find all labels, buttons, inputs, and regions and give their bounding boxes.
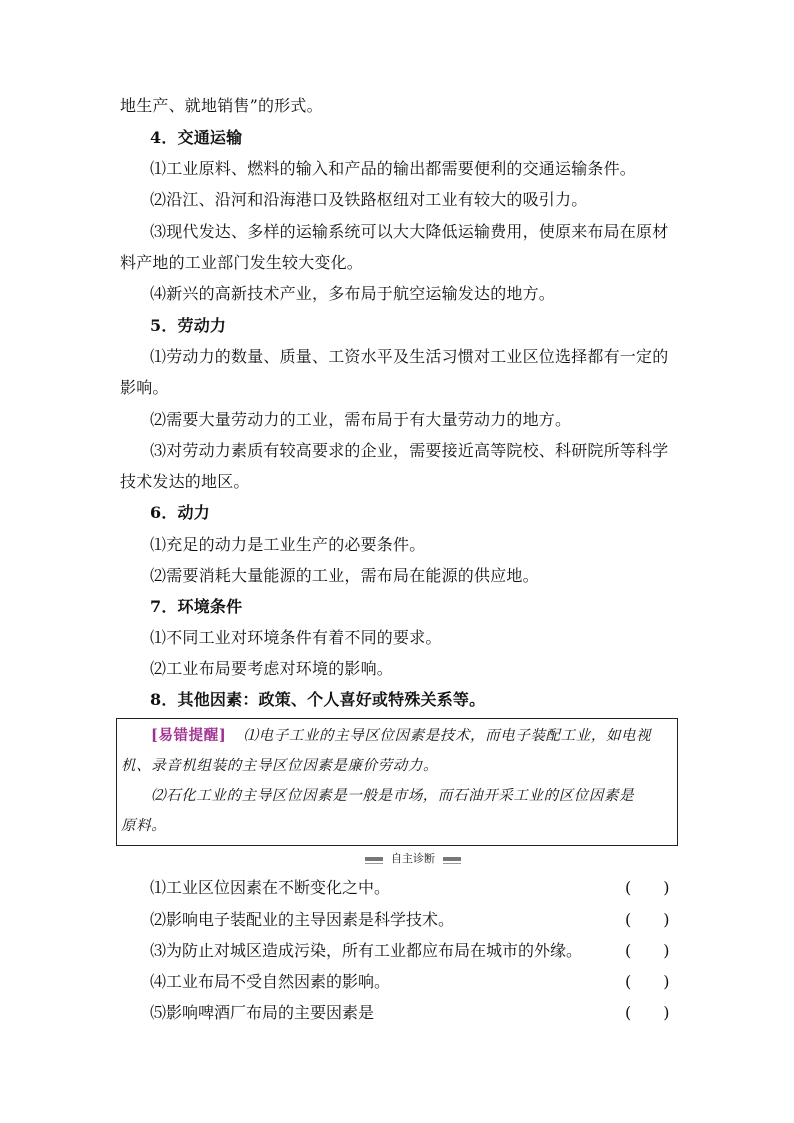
paragraph: ⑶现代发达、多样的运输系统可以大大降低运输费用，使原来布局在原材 (150, 222, 669, 241)
answer-blank[interactable]: ( ) (625, 972, 670, 991)
diagnosis-item: ⑶为防止对城区造成污染，所有工业都应布局在城市的外缘。 (150, 941, 583, 960)
error-tip-box (116, 718, 678, 846)
paragraph: ⑵沿江、沿河和沿海港口及铁路枢纽对工业有较大的吸引力。 (150, 190, 588, 209)
paragraph: ⑴劳动力的数量、质量、工资水平及生活习惯对工业区位选择都有一定的 (150, 347, 669, 366)
answer-blank[interactable]: ( ) (625, 910, 670, 929)
paragraph: ⑵工业布局要考虑对环境的影响。 (150, 659, 394, 678)
section-heading-other: 8．其他因素：政策、个人喜好或特殊关系等。 (150, 690, 486, 709)
self-diagnosis-banner (365, 851, 461, 867)
diagnosis-item: ⑵影响电子装配业的主导因素是科学技术。 (150, 910, 455, 929)
tip-line: 机、录音机组装的主导区位因素是廉价劳动力。 (121, 758, 439, 774)
diagnosis-item: ⑸影响啤酒厂布局的主要因素是 (150, 1003, 375, 1022)
paragraph-continuation: 技术发达的地区。 (120, 472, 250, 491)
section-heading-labor: 5．劳动力 (150, 316, 227, 335)
tip-text: ⑴电子工业的主导区位因素是技术，而电子装配工业，如电视 (243, 728, 652, 744)
paragraph: ⑶对劳动力素质有较高要求的企业，需要接近高等院校、科研院所等科学 (150, 441, 669, 460)
paragraph: ⑷新兴的高新技术产业，多布局于航空运输发达的地方。 (150, 284, 556, 303)
section-heading-transport: 4．交通运输 (150, 128, 243, 147)
answer-blank[interactable]: ( ) (625, 941, 670, 960)
section-heading-power: 6．动力 (150, 503, 210, 522)
answer-blank[interactable]: ( ) (625, 1003, 670, 1022)
paragraph: ⑴充足的动力是工业生产的必要条件。 (150, 535, 426, 554)
diagnosis-item: ⑴工业区位因素在不断变化之中。 (150, 878, 391, 897)
paragraph: ⑴不同工业对环境条件有着不同的要求。 (150, 628, 442, 647)
continuation-text: 地生产、就地销售”的形式。 (120, 96, 323, 115)
section-heading-environment: 7．环境条件 (150, 597, 243, 616)
paragraph: ⑵需要大量劳动力的工业，需布局于有大量劳动力的地方。 (150, 410, 572, 429)
paragraph-continuation: 料产地的工业部门发生较大变化。 (120, 253, 364, 272)
paragraph: ⑵需要消耗大量能源的工业，需布局在能源的供应地。 (150, 566, 539, 585)
diagnosis-item: ⑷工业布局不受自然因素的影响。 (150, 972, 391, 991)
tip-tag: [易错提醒] (151, 727, 227, 744)
paragraph: ⑴工业原料、燃料的输入和产品的输出都需要便利的交通运输条件。 (150, 159, 637, 178)
paragraph-continuation: 影响。 (120, 378, 169, 397)
banner-label: 自主诊断 (383, 851, 443, 867)
tip-line (151, 727, 651, 745)
answer-blank[interactable]: ( ) (625, 878, 670, 897)
tip-line: ⑵石化工业的主导区位因素是一般是市场，而石油开采工业的区位因素是 (151, 788, 635, 804)
tip-line: 原料。 (121, 818, 167, 834)
